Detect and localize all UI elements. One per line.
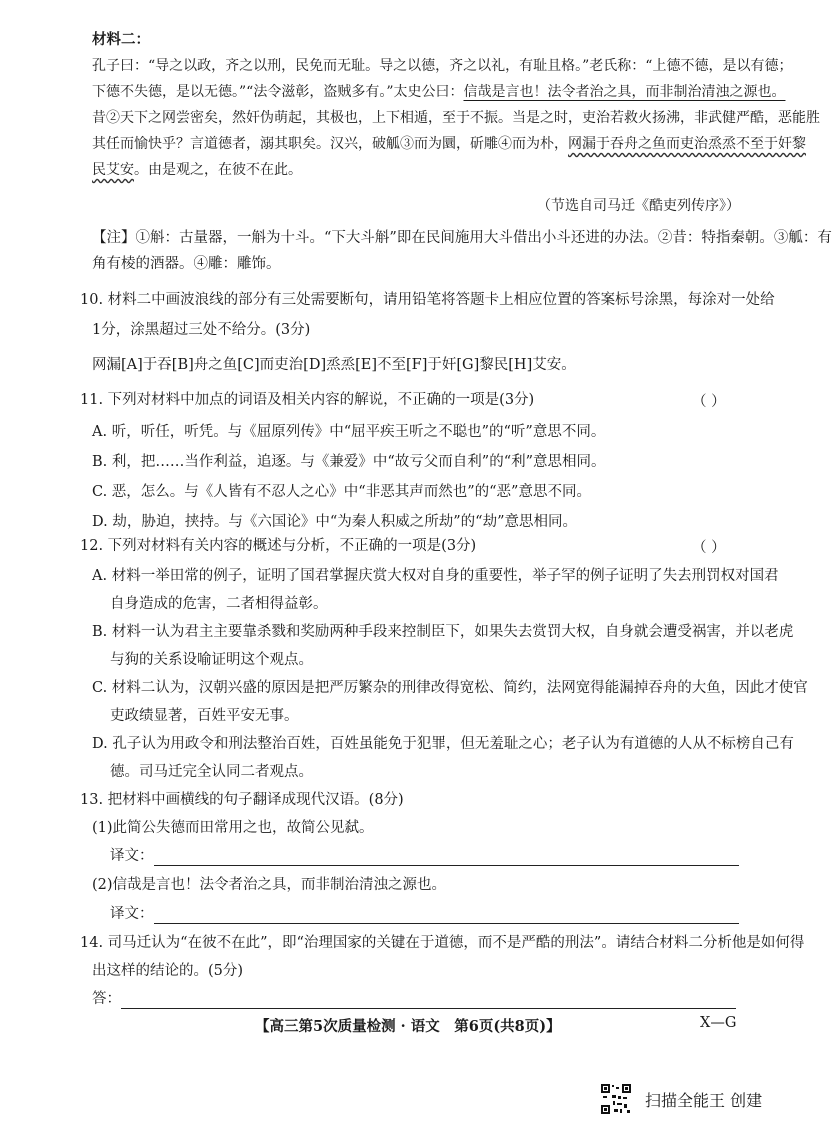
footer-title: 【高三第5次质量检测 · 语文 第6页(共8页)】 — [255, 1018, 561, 1035]
q11-option-d: D. 劫，胁迫，挟持。与《六国论》中“为秦人积威之所劫”的“劫”意思相同。 — [92, 514, 577, 530]
passage-line-4 — [92, 134, 806, 154]
q13-sentence-1: (1)此简公失德而田常用之也，故简公见弑。 — [92, 820, 374, 836]
answer-label-3: 答： — [92, 991, 121, 1007]
answer-line-2[interactable] — [154, 905, 739, 924]
q13-answer-2 — [110, 904, 740, 924]
footer-code: X—G — [700, 1015, 737, 1031]
answer-label-1: 译文： — [110, 848, 154, 864]
passage-source: （节选自司马迁《酷吏列传序》） — [537, 198, 740, 214]
q12-option-c: C. 材料二认为，汉朝兴盛的原因是把严厉繁杂的刑律改得宽松、简约，法网宽得能漏掉吞舟的大鱼，因此才使官 — [92, 680, 808, 696]
wavy-sentence-part1: 网漏于吞舟之鱼而吏治烝烝不至于奸黎 — [568, 136, 806, 152]
passage-line-3: 昔②天下之网尝密矣，然奸伪萌起，其极也，上下相遁，至于不振。当是之时，吏治若救火扬沸，非武健严酷，恶能胜 — [92, 110, 820, 126]
q12-option-a: A. 材料一举田常的例子，证明了国君掌握庆赏大权对自身的重要性，举子罕的例子证明了失去刑罚权对国君 — [92, 568, 779, 584]
q10-stem: 10. 材料二中画波浪线的部分有三处需要断句，请用铅笔将答题卡上相应位置的答案标号涂黑，每涂对一处给 — [80, 292, 775, 308]
q12-option-d-cont: 德。司马迁完全认同二者观点。 — [110, 764, 313, 780]
underlined-sentence: 信哉是言也！法令者治之具，而非制治清浊之源也。 — [463, 84, 786, 100]
qr-code-icon — [600, 1083, 632, 1115]
q12-option-c-cont: 吏政绩显著，百姓平安无事。 — [110, 708, 299, 724]
passage-line-5 — [92, 160, 740, 180]
note-line-2: 角有棱的酒器。④雕：雕饰。 — [92, 256, 281, 272]
answer-line-1[interactable] — [154, 847, 739, 866]
passage-line-2-text: 下德不失德，是以无德。”“法令滋彰，盗贼多有。”太史公曰： — [92, 84, 464, 100]
q13-sentence-2: (2)信哉是言也！法令者治之具，而非制治清浊之源也。 — [92, 877, 447, 893]
material-title: 材料二： — [92, 31, 150, 48]
scanner-brand: 扫描全能王 创建 — [645, 1091, 763, 1110]
q12-stem: 12. 下列对材料有关内容的概述与分析，不正确的一项是(3分) — [80, 538, 477, 554]
q11-option-a: A. 听，听任，听凭。与《屈原列传》中“屈平疾王听之不聪也”的“听”意思不同。 — [92, 424, 606, 440]
wavy-sentence-part2: 民艾安 — [92, 162, 134, 178]
page-footer — [0, 1015, 800, 1037]
passage-line-5-text: 。由是观之，在彼不在此。 — [134, 162, 302, 178]
q12-answer-paren[interactable]: （ ） — [692, 540, 726, 556]
q13-stem: 13. 把材料中画横线的句子翻译成现代汉语。(8分) — [80, 792, 404, 808]
q12-option-a-cont: 自身造成的危害，二者相得益彰。 — [110, 596, 328, 612]
q10-stem-cont: 1分，涂黑超过三处不给分。(3分) — [92, 322, 311, 338]
q13-answer-1 — [110, 846, 740, 866]
passage-line-2 — [92, 82, 786, 102]
q14-stem-cont: 出这样的结论的。(5分) — [92, 963, 244, 979]
answer-line-3[interactable] — [121, 990, 736, 1009]
q12-option-b-cont: 与狗的关系设喻证明这个观点。 — [110, 652, 313, 668]
passage-line-1: 孔子曰：“导之以政，齐之以刑，民免而无耻。导之以德，齐之以礼，有耻且格。”老氏称：“上德不德，是以有德； — [92, 58, 793, 74]
q11-option-b: B. 利，把……当作利益，追逐。与《兼爱》中“故亏父而自利”的“利”意思相同。 — [92, 454, 606, 470]
q11-stem: 11. 下列对材料中加点的词语及相关内容的解说，不正确的一项是(3分) — [80, 392, 535, 408]
q14-stem: 14. 司马迁认为“在彼不在此”，即“治理国家的关键在于道德，而不是严酷的刑法”。请结合材料二分析他是如何得 — [80, 935, 805, 951]
q11-answer-paren[interactable]: （ ） — [692, 394, 726, 410]
answer-label-2: 译文： — [110, 906, 154, 922]
q12-option-d: D. 孔子认为用政令和刑法整治百姓，百姓虽能免于犯罪，但无羞耻之心；老子认为有道德的人从不标榜自己有 — [92, 736, 794, 752]
q12-option-b: B. 材料一认为君主主要靠杀戮和奖励两种手段来控制臣下，如果失去赏罚大权，自身就会遭受祸害，并以老虎 — [92, 624, 794, 640]
q11-option-c: C. 恶，怎么。与《人皆有不忍人之心》中“非恶其声而然也”的“恶”意思不同。 — [92, 484, 591, 500]
q14-answer — [92, 989, 740, 1009]
note-line-1: 【注】①斛：古量器，一斛为十斗。“下大斗斛”即在民间施用大斗借出小斗还进的办法。②昔：特指秦朝。③觚：有 — [92, 230, 832, 246]
passage-line-4-text: 其任而愉快乎？言道德者，溺其职矣。汉兴，破觚③而为圜，斫雕④而为朴， — [92, 136, 568, 152]
q10-sentence: 网漏[A]于吞[B]舟之鱼[C]而吏治[D]烝烝[E]不至[F]于奸[G]黎民[H]艾安。 — [92, 357, 576, 373]
